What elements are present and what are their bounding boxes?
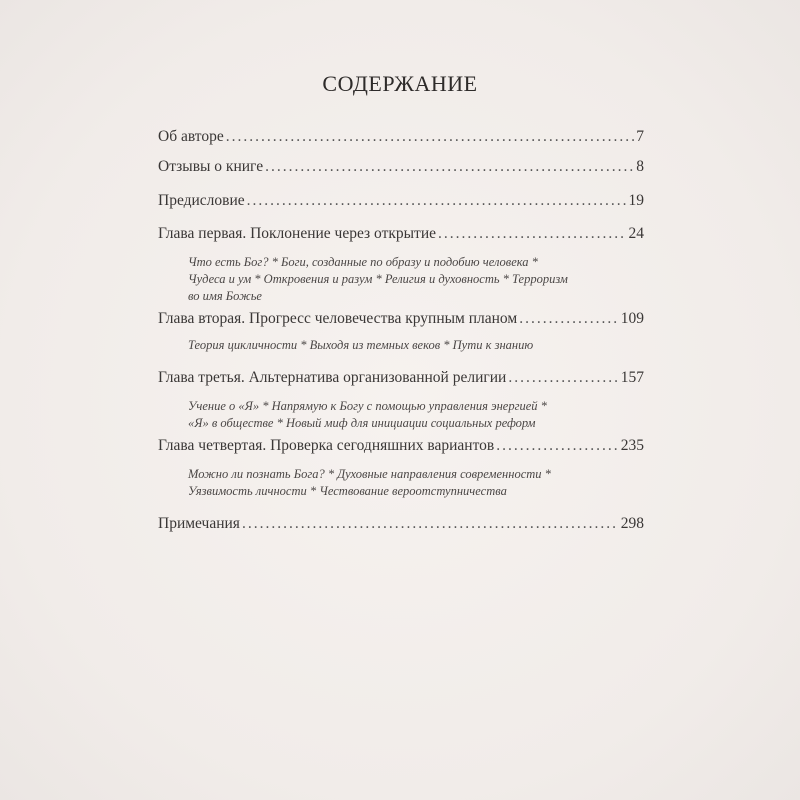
toc-entry-preface: [158, 191, 644, 211]
page-title: СОДЕРЖАНИЕ: [322, 71, 478, 96]
entry-label: Глава третья. Альтернатива организованной религии: [158, 369, 507, 386]
dot-leader: [247, 191, 627, 211]
toc-entry-chapter-4: [158, 436, 644, 456]
toc-entry-chapter-2: [158, 309, 644, 329]
entry-label: Глава вторая. Прогресс человечества крупным планом: [158, 310, 518, 327]
toc-entry-reviews: [158, 157, 644, 177]
entry-label: Примечания: [158, 515, 240, 532]
entry-label: Отзывы о книге: [158, 158, 264, 175]
entry-page: 157: [620, 369, 644, 386]
dot-leader: [519, 309, 619, 329]
entry-label: Глава первая. Поклонение через открытие: [158, 225, 437, 242]
entry-page: 109: [620, 310, 644, 327]
entry-page: 19: [628, 192, 644, 209]
topic-line: Уязвимость личности * Чествование вероотступничества: [188, 484, 507, 498]
dot-leader: [508, 368, 618, 388]
entry-label: Предисловие: [158, 192, 245, 209]
entry-page: 7: [636, 128, 644, 145]
topic-line: Учение о «Я» * Напрямую к Богу с помощью управления энергией *: [188, 399, 547, 413]
toc-entry-chapter-3: [158, 368, 644, 388]
toc-entry-notes: [158, 514, 644, 534]
dot-leader: [265, 157, 634, 177]
entry-page: 235: [620, 437, 644, 454]
dot-leader: [438, 224, 626, 244]
topic-line: во имя Божье: [188, 289, 262, 303]
table-of-contents: [158, 127, 644, 534]
entry-page: 298: [620, 515, 644, 532]
chapter-3-topics: [188, 398, 644, 432]
dot-leader: [496, 436, 619, 456]
topic-line: Можно ли познать Бога? * Духовные направления современности *: [188, 467, 551, 481]
entry-page: 8: [636, 158, 644, 175]
dot-leader: [242, 514, 619, 534]
topic-line: Теория цикличности * Выходя из темных веков * Пути к знанию: [188, 338, 534, 352]
chapter-2-topics: [188, 337, 644, 354]
topic-line: «Я» в обществе * Новый миф для инициации социальных реформ: [188, 416, 536, 430]
entry-label: Глава четвертая. Проверка сегодняшних вариантов: [158, 437, 495, 454]
topic-line: Что есть Бог? * Боги, созданные по образу и подобию человека *: [188, 255, 538, 269]
toc-entry-chapter-1: [158, 224, 644, 244]
topic-line: Чудеса и ум * Откровения и разум * Религия и духовность * Терроризм: [188, 272, 568, 286]
entry-label: Об авторе: [158, 128, 224, 145]
chapter-4-topics: [188, 466, 644, 500]
dot-leader: [226, 127, 635, 147]
toc-entry-about-author: [158, 127, 644, 147]
entry-page: 24: [628, 225, 644, 242]
chapter-1-topics: [188, 254, 644, 305]
